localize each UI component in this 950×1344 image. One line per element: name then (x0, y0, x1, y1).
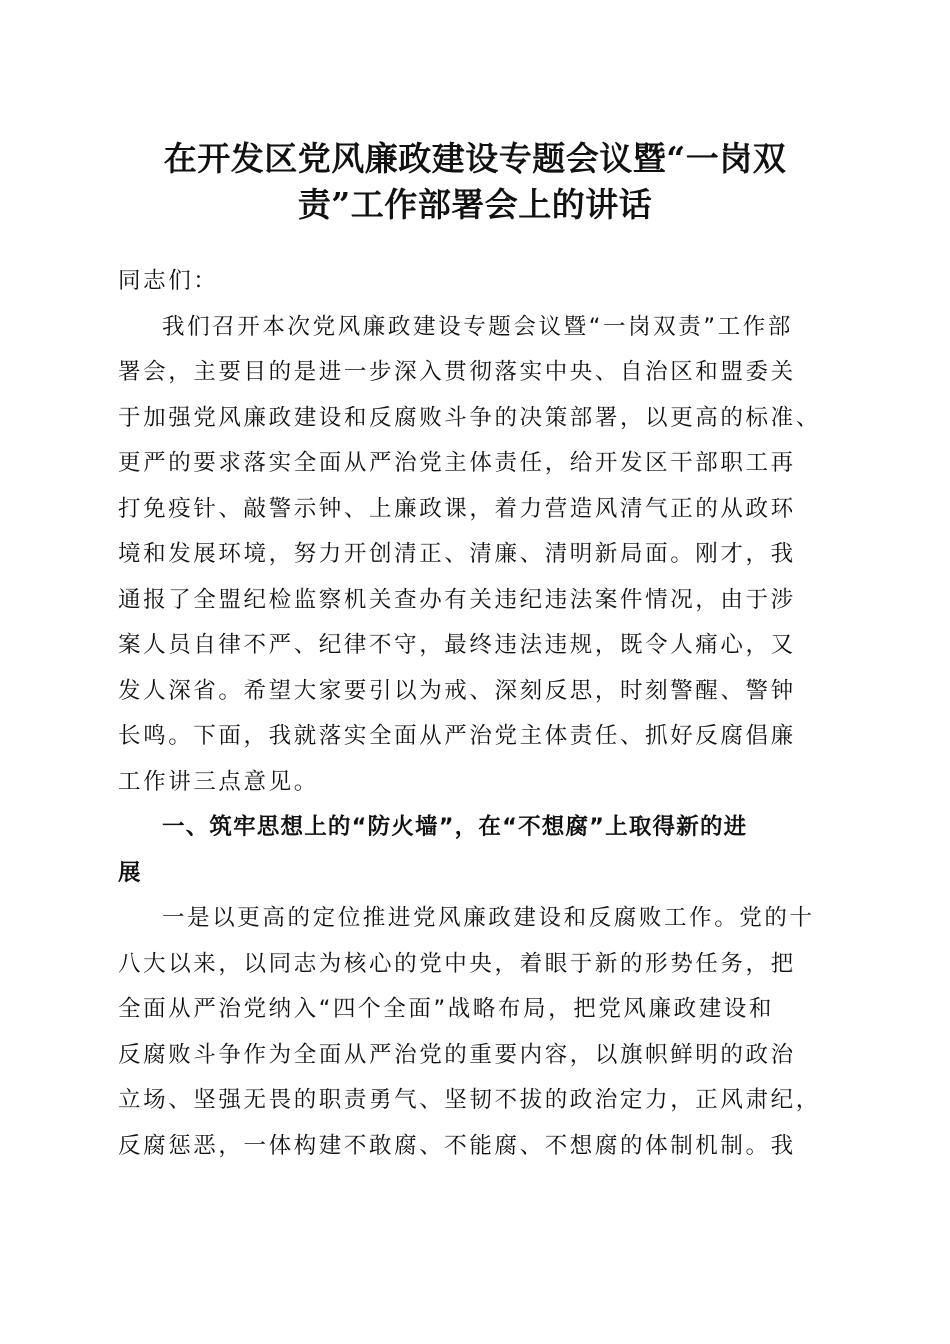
heading-line: 一、筑牢思想上的“防火墙”，在“不想腐”上取得新的进 (162, 814, 748, 840)
salutation: 同志们： (118, 268, 219, 294)
paragraph-line: 一是以更高的定位推进党风廉政建设和反腐败工作。党的十 (162, 905, 815, 931)
paragraph-1 (118, 305, 830, 806)
paragraph-line: 工作讲三点意见。 (118, 768, 319, 795)
paragraph-line: 案人员自律不严、纪律不守，最终违法违规，既令人痛心，又 (118, 632, 796, 658)
title-line-1: 在开发区党风廉政建设专题会议暨“一岗双 (163, 139, 787, 178)
paragraph-line: 全面从严治党纳入“四个全面”战略布局，把党风廉政建设和 (118, 996, 775, 1022)
paragraph-line: 长鸣。下面，我就落实全面从严治党主体责任、抓好反腐倡廉 (118, 723, 796, 749)
paragraph-line: 反腐惩恶，一体构建不敢腐、不能腐、不想腐的体制机制。我 (118, 1132, 796, 1159)
section-heading-1 (118, 805, 830, 896)
paragraph-line: 更严的要求落实全面从严治党主体责任，给开发区干部职工再 (118, 450, 796, 476)
paragraph-2 (118, 896, 830, 1169)
paragraph-line: 发人深省。希望大家要引以为戒、深刻反思，时刻警醒、警钟 (118, 677, 796, 704)
title-line-2: 责”工作部署会上的讲话 (297, 185, 653, 224)
heading-line: 展 (118, 859, 142, 886)
paragraph-line: 八大以来，以同志为核心的党中央，着眼于新的形势任务，把 (118, 950, 796, 977)
document-body (118, 259, 830, 1169)
paragraph-line: 于加强党风廉政建设和反腐败斗争的决策部署，以更高的标准、 (118, 404, 821, 431)
paragraph-line: 反腐败斗争作为全面从严治党的重要内容，以旗帜鲜明的政治 (118, 1041, 796, 1068)
paragraph-line: 立场、坚强无畏的职责勇气、坚韧不拔的政治定力，正风肃纪， (118, 1087, 821, 1113)
paragraph-line: 通报了全盟纪检监察机关查办有关违纪违法案件情况，由于涉 (118, 586, 796, 613)
paragraph-line: 境和发展环境，努力开创清正、清廉、清明新局面。刚才，我 (118, 541, 796, 567)
paragraph-line: 我们召开本次党风廉政建设专题会议暨“一岗双责”工作部 (162, 313, 793, 340)
paragraph-line: 打免疫针、敲警示钟、上廉政课，着力营造风清气正的从政环 (118, 495, 796, 522)
document-title (110, 136, 840, 228)
paragraph-line: 署会，主要目的是进一步深入贯彻落实中央、自治区和盟委关 (118, 359, 796, 385)
